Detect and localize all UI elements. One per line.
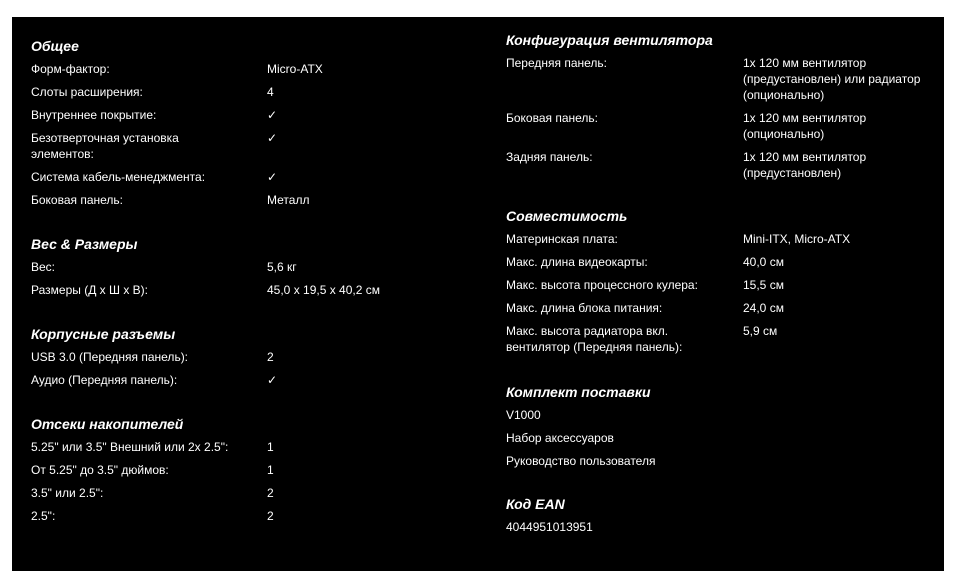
spec-value: 1x 120 мм вентилятор (предустановлен) xyxy=(743,150,867,180)
section-bays xyxy=(31,415,481,531)
spec-value: 5,9 см xyxy=(743,324,778,338)
spec-row xyxy=(31,508,481,524)
spec-value: Micro-ATX xyxy=(267,62,323,76)
section-package xyxy=(506,383,936,476)
spec-label: Макс. высота процессного кулера: xyxy=(506,278,698,292)
section-compatibility xyxy=(506,207,936,362)
checkmark-icon: ✓ xyxy=(267,131,278,145)
spec-value: 2 xyxy=(267,486,274,500)
spec-row xyxy=(31,192,481,208)
spec-label: Макс. длина видеокарты: xyxy=(506,255,648,269)
spec-row xyxy=(506,277,936,293)
spec-label: USB 3.0 (Передняя панель): xyxy=(31,350,189,364)
spec-value: 1x 120 мм вентилятор (предустановлен) или радиатор (опционально) xyxy=(743,56,921,102)
checkmark-icon: ✓ xyxy=(267,170,278,184)
spec-row xyxy=(506,149,936,181)
section-title: Общее xyxy=(31,38,79,54)
spec-label: Задняя панель: xyxy=(506,150,593,164)
section-dimensions xyxy=(31,235,481,305)
spec-row xyxy=(506,231,936,247)
ean-code: 4044951013951 xyxy=(506,520,593,534)
spec-row xyxy=(31,130,481,162)
package-item: Руководство пользователя xyxy=(506,454,656,468)
spec-row xyxy=(506,254,936,270)
spec-row xyxy=(506,110,936,142)
spec-label: Макс. высота радиатора вкл. вентилятор (Передняя панель): xyxy=(506,324,683,354)
spec-row xyxy=(31,372,481,388)
spec-label: Система кабель-менеджмента: xyxy=(31,170,206,184)
spec-row xyxy=(31,61,481,77)
spec-row xyxy=(31,462,481,478)
spec-label: Вес: xyxy=(31,260,56,274)
section-title: Корпусные разъемы xyxy=(31,326,176,342)
section-title: Конфигурация вентилятора xyxy=(506,32,713,48)
section-title: Комплект поставки xyxy=(506,384,651,400)
spec-label: Размеры (Д x Ш x В): xyxy=(31,283,148,297)
checkmark-icon: ✓ xyxy=(267,373,278,387)
spec-label: 3.5" или 2.5": xyxy=(31,486,104,500)
spec-label: Форм-фактор: xyxy=(31,62,110,76)
spec-label: Передняя панель: xyxy=(506,56,608,70)
spec-row xyxy=(31,282,481,298)
spec-row xyxy=(31,439,481,455)
spec-value: 5,6 кг xyxy=(267,260,297,274)
spec-value: 15,5 см xyxy=(743,278,784,292)
spec-value: 45,0 x 19,5 x 40,2 см xyxy=(267,283,380,297)
spec-label: От 5.25" до 3.5" дюймов: xyxy=(31,463,169,477)
section-title: Вес & Размеры xyxy=(31,236,138,252)
spec-row xyxy=(31,169,481,185)
spec-value: 24,0 см xyxy=(743,301,784,315)
section-ean xyxy=(506,495,936,542)
spec-value: 40,0 см xyxy=(743,255,784,269)
section-general xyxy=(31,37,481,215)
spec-row xyxy=(506,323,936,355)
spec-value: 1 xyxy=(267,463,274,477)
checkmark-icon: ✓ xyxy=(267,108,278,122)
spec-row xyxy=(31,349,481,365)
spec-label: Боковая панель: xyxy=(31,193,124,207)
package-item: V1000 xyxy=(506,408,541,422)
section-title: Отсеки накопителей xyxy=(31,416,184,432)
spec-panel xyxy=(12,17,944,571)
spec-value: 1x 120 мм вентилятор (опционально) xyxy=(743,111,867,141)
spec-value: 2 xyxy=(267,509,274,523)
spec-label: Внутреннее покрытие: xyxy=(31,108,157,122)
section-fans xyxy=(506,31,936,188)
section-connectors xyxy=(31,325,481,395)
spec-label: Слоты расширения: xyxy=(31,85,143,99)
spec-row xyxy=(31,107,481,123)
spec-label: Материнская плата: xyxy=(506,232,618,246)
spec-row xyxy=(506,300,936,316)
spec-value: Металл xyxy=(267,193,310,207)
spec-row xyxy=(31,485,481,501)
section-title: Код EAN xyxy=(506,496,565,512)
spec-label: Аудио (Передняя панель): xyxy=(31,373,178,387)
spec-label: Боковая панель: xyxy=(506,111,599,125)
spec-row xyxy=(506,55,936,103)
spec-value: Mini-ITX, Micro-ATX xyxy=(743,232,851,246)
spec-label: Макс. длина блока питания: xyxy=(506,301,663,315)
spec-value: 1 xyxy=(267,440,274,454)
spec-row xyxy=(31,259,481,275)
section-title: Совместимость xyxy=(506,208,628,224)
spec-label: 5.25" или 3.5" Внешний или 2x 2.5": xyxy=(31,440,229,454)
spec-label: Безотверточная установка элементов: xyxy=(31,131,179,161)
spec-value: 4 xyxy=(267,85,274,99)
spec-row xyxy=(31,84,481,100)
spec-label: 2.5": xyxy=(31,509,56,523)
spec-value: 2 xyxy=(267,350,274,364)
package-item: Набор аксессуаров xyxy=(506,431,614,445)
